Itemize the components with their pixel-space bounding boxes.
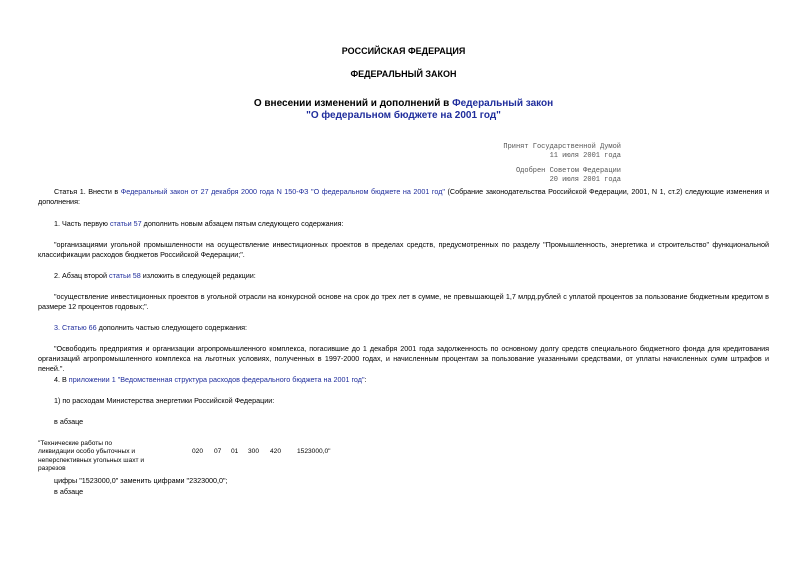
table-cell-code-2: 07 <box>214 448 222 455</box>
adopted-date: 11 июля 2001 года <box>549 152 621 160</box>
item-4-paragraph-label: в абзаце <box>54 417 84 426</box>
desc-line: "Технические работы по <box>38 440 113 447</box>
item-1 <box>38 219 769 229</box>
item-4 <box>38 375 769 385</box>
item-3-tail: дополнить частью следующего содержания: <box>96 323 248 332</box>
desc-line: разрезов <box>38 465 66 473</box>
item-2-quote: "осуществление инвестиционных проектов в угольной отрасли на конкурсной основе на срок до трех лет в сумме, не превышающей 1,7 млрд.рублей с уплатой процентов за пользование бюджетным кредитом в размере 12 процентов годовых;". <box>38 292 769 311</box>
item-2-text: 2. Абзац второй <box>54 271 110 280</box>
link-appendix-1[interactable]: приложении 1 "Ведомственная структура расходов федерального бюджета на 2001 год" <box>68 375 365 384</box>
adopted-by: Принят Государственной Думой <box>503 143 621 151</box>
country-heading: РОССИЙСКАЯ ФЕДЕРАЦИЯ <box>341 46 466 56</box>
article-1-text-tail: (Собрание законодательства Российской Федерации, 2001, N 1, ст.2) следующие изменения и дополнения: <box>38 187 769 206</box>
table-cell-code-4: 300 <box>248 448 260 455</box>
item-1-quote: "организациями угольной промышленности на осуществление инвестиционных проектов в пределах средств, предусмотренных по разделу "Промышленность, энергетика и строительство" функциональной классификации расходов бюджетов Российской Федерации;". <box>38 240 769 259</box>
link-article-58[interactable]: статьи 58 <box>109 271 141 280</box>
article-1-text: Статья 1. Внести в <box>54 187 121 196</box>
title-link-budget-law[interactable]: "О федеральном бюджете на 2001 год" <box>306 110 501 121</box>
law-type-heading: ФЕДЕРАЛЬНЫЙ ЗАКОН <box>350 69 457 79</box>
link-article-57[interactable]: статьи 57 <box>109 219 142 228</box>
link-article-66[interactable]: 3. Статью 66 <box>54 323 97 332</box>
desc-line: неперспективных угольных шахт и <box>38 456 145 464</box>
approved-by: Одобрен Советом Федерации <box>515 167 621 175</box>
item-4-replace: цифры "1523000,0" заменить цифрами "2323000,0"; <box>54 476 228 485</box>
item-1-tail: дополнить новым абзацем пятым следующего содержания: <box>141 219 344 228</box>
item-4-paragraph-label-2: в абзаце <box>54 487 84 496</box>
table-cell-amount: 1523000,0" <box>297 448 331 455</box>
title-link-federal-law[interactable]: Федеральный закон <box>452 98 554 109</box>
item-4-text: 4. В <box>54 375 69 384</box>
title-prefix: О внесении изменений и дополнений в <box>253 98 453 109</box>
table-cell-code-1: 020 <box>192 448 204 455</box>
item-2-tail: изложить в следующей редакции: <box>140 271 256 280</box>
item-1-text: 1. Часть первую <box>54 219 110 228</box>
desc-line: ликвидации особо убыточных и <box>38 448 136 456</box>
table-cell-code-3: 01 <box>231 448 239 455</box>
adoption-info <box>503 143 621 185</box>
item-3 <box>38 323 769 333</box>
link-federal-law-150[interactable]: Федеральный закон от 27 декабря 2000 года N 150-ФЗ "О федеральном бюджете на 2001 год" <box>120 187 445 196</box>
item-2 <box>38 271 769 281</box>
law-title <box>0 98 807 122</box>
item-3-quote: "Освободить предприятия и организации агропромышленного комплекса, погасившие до 1 декабря 2001 года задолженность по основному долгу средств специального бюджетного фонда для кредитования организаций агропромышленного комплекса на льготных условиях, полученных в 1997-2000 годах, и начисленным процентам за пользование указанными средствами, от уплаты начисленных сумм штрафов и пеней.". <box>38 344 769 373</box>
article-1 <box>38 187 769 207</box>
item-4-sub-1: 1) по расходам Министерства энергетики Российской Федерации: <box>54 396 275 405</box>
table-cell-code-5: 420 <box>270 448 282 455</box>
item-4-tail: : <box>364 375 367 384</box>
approved-date: 20 июля 2001 года <box>549 176 621 184</box>
table-row-description <box>38 440 158 474</box>
